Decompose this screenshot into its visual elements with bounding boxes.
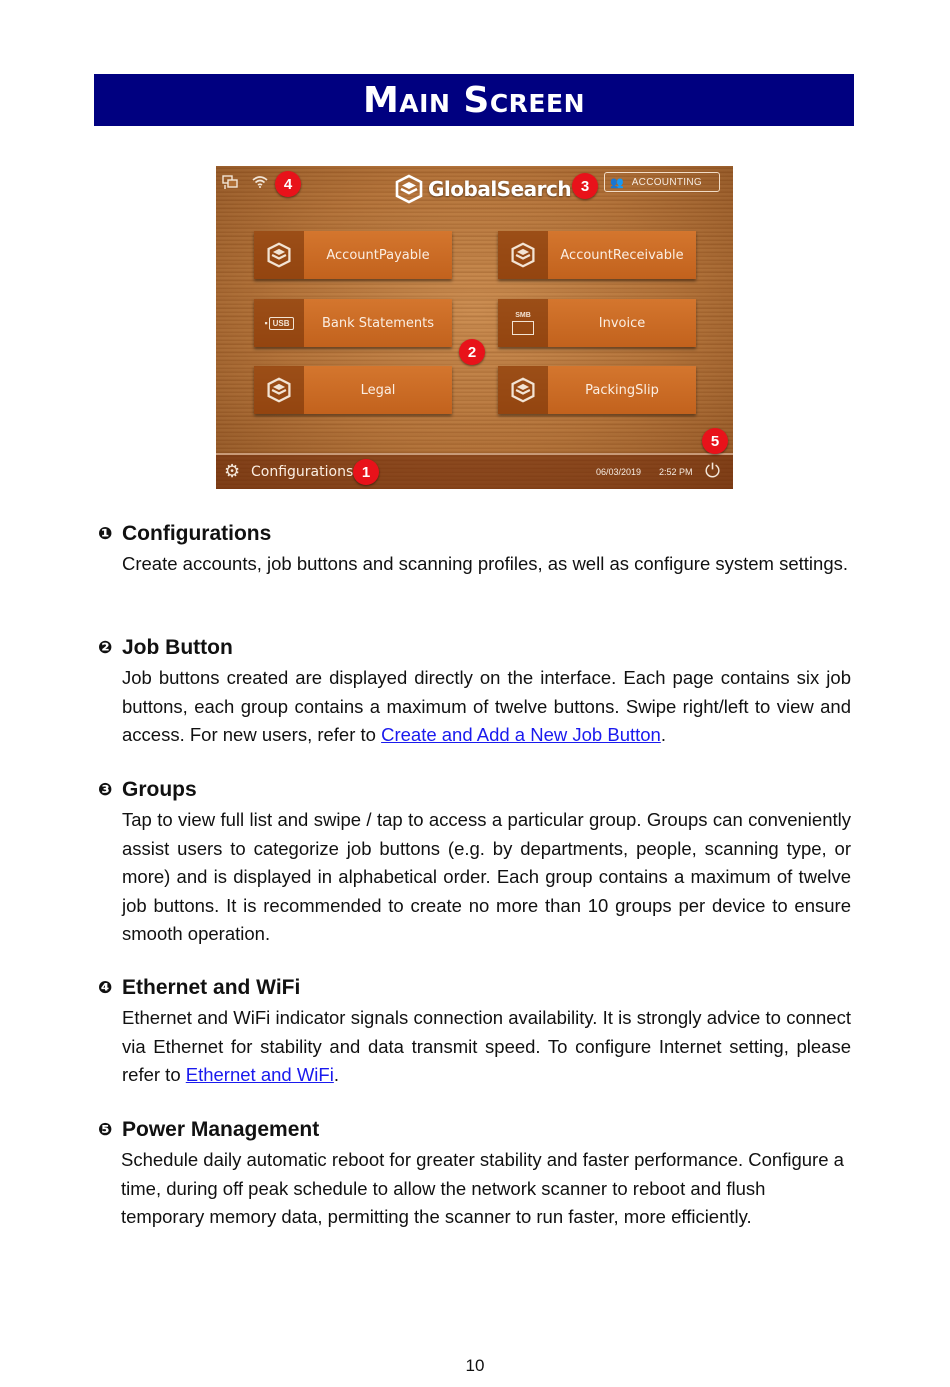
section-title: Power Management <box>122 1118 320 1141</box>
ethernet-icon <box>222 174 238 193</box>
section-title: Configurations <box>122 522 272 545</box>
job-label: Bank Statements <box>322 315 434 331</box>
section-title: Job Button <box>122 636 233 659</box>
globalsearch-cube-icon <box>394 174 424 204</box>
power-icon[interactable]: ⏻ <box>705 460 721 482</box>
section-number: ❶ <box>98 524 113 544</box>
date-readout: 06/03/2019 <box>596 467 642 477</box>
section-heading <box>98 635 851 661</box>
section-number: ❸ <box>98 780 113 800</box>
job-label: AccountPayable <box>326 247 430 263</box>
section-ethernet-wifi <box>98 975 851 1090</box>
section-body: Schedule daily automatic reboot for greater stability and faster performance. Configure a time, during off peak schedule to allow the network scanner to reboot and flush temporary memory data, permitting the scanner to run faster, more efficiently. <box>121 1149 844 1227</box>
section-groups <box>98 777 851 949</box>
section-body: Ethernet and WiFi indicator signals connection availability. It is strongly advice to connect via Ethernet for stability and data transmit speed. To configure Internet setting, please refer to Ethernet and WiFi. <box>122 1007 851 1085</box>
globalsearch-cube-icon <box>254 231 304 279</box>
section-configurations <box>98 521 851 579</box>
section-body: Tap to view full list and swipe / tap to access a particular group. Groups can conveniently assist users to categorize job buttons (e.g. by departments, people, scanning type, or more) and is displayed in alphabetical order. Each group contains a maximum of twelve job buttons. It is recommended to create no more than 10 groups per device to ensure smooth operation. <box>122 809 851 944</box>
callout-3: 3 <box>572 173 598 199</box>
section-job-button <box>98 635 851 750</box>
device-bottom-bar <box>216 453 733 489</box>
callout-2: 2 <box>459 339 485 365</box>
section-power-management <box>98 1117 851 1232</box>
configurations-button[interactable]: Configurations <box>251 464 354 480</box>
page-number: 10 <box>465 1356 485 1375</box>
section-body: Job buttons created are displayed directly on the interface. Each page contains six job buttons, each group contains a maximum of twelve buttons. Swipe right/left to view and access. For new users, refer to Create and Add a New Job Button. <box>122 667 851 745</box>
callout-1: 1 <box>353 459 379 485</box>
wifi-icon <box>252 176 268 191</box>
job-button-accountpayable[interactable] <box>254 231 452 279</box>
users-icon: 👥 <box>610 175 624 189</box>
section-number: ❷ <box>98 638 113 658</box>
section-heading <box>98 521 851 547</box>
job-label: Legal <box>360 382 396 398</box>
section-number: ❹ <box>98 978 113 998</box>
callout-5: 5 <box>702 428 728 454</box>
job-button-bank-statements[interactable] <box>254 299 452 347</box>
gear-icon[interactable]: ⚙ <box>224 461 241 482</box>
section-body: Create accounts, job buttons and scanning profiles, as well as configure system settings. <box>122 553 848 574</box>
page-title: Main Screen <box>362 79 586 121</box>
ethernet-wifi-link[interactable]: Ethernet and WiFi <box>185 1064 334 1085</box>
job-label: PackingSlip <box>585 382 659 398</box>
time-readout: 2:52 PM <box>659 467 693 477</box>
job-button-legal[interactable] <box>254 366 452 414</box>
job-label: AccountReceivable <box>560 247 684 263</box>
section-title: Groups <box>122 778 197 801</box>
group-selector[interactable] <box>604 172 720 192</box>
group-label: ACCOUNTING <box>631 176 702 188</box>
section-heading <box>98 777 851 803</box>
globalsearch-logo <box>394 174 571 204</box>
globalsearch-cube-icon <box>498 231 548 279</box>
job-button-accountreceivable[interactable] <box>498 231 696 279</box>
create-job-button-link[interactable]: Create and Add a New Job Button <box>381 724 661 745</box>
job-button-packingslip[interactable] <box>498 366 696 414</box>
section-heading <box>98 975 851 1001</box>
section-title: Ethernet and WiFi <box>122 976 301 999</box>
job-button-invoice[interactable] <box>498 299 696 347</box>
title-banner <box>94 74 854 126</box>
usb-icon: ▪ USB <box>254 299 304 347</box>
section-number: ❺ <box>98 1120 113 1140</box>
globalsearch-cube-icon <box>254 366 304 414</box>
device-screenshot <box>216 166 733 489</box>
job-label: Invoice <box>598 315 646 331</box>
globalsearch-cube-icon <box>498 366 548 414</box>
callout-4: 4 <box>275 171 301 197</box>
smb-monitor-icon: SMB <box>498 299 548 347</box>
section-heading <box>98 1117 851 1143</box>
logo-text: GlobalSearch <box>428 177 572 201</box>
